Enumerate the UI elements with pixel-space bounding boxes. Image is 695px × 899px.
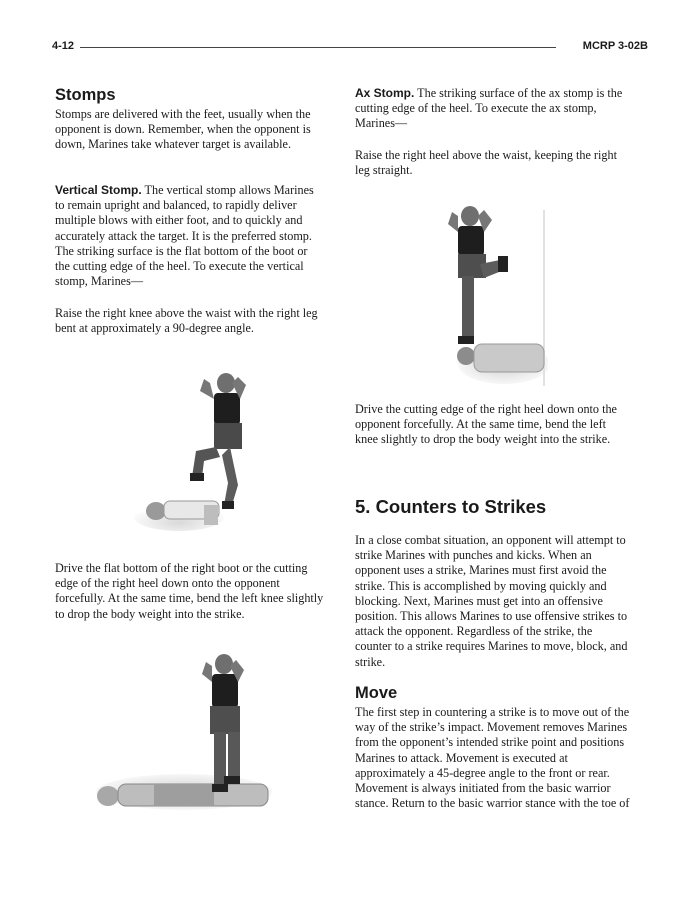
stomps-intro-paragraph: Stomps are delivered with the feet, usually when the opponent is down. Remember, when the opponent is down, Marines take whatever target is available.	[55, 107, 311, 152]
vertical-step-raise: Raise the right knee above the waist with the right leg bent at approximately a 90-degree angle.	[55, 306, 318, 336]
ax-stomp-photo	[436, 196, 548, 392]
stomps-heading: Stomps	[55, 86, 116, 104]
counters-to-strikes-heading: 5. Counters to Strikes	[355, 496, 547, 517]
header-rule	[80, 47, 556, 48]
vertical-stomp-body: The vertical stomp allows Marines to remain upright and balanced, to rapidly deliver multiple blows with either foot, and to quickly and accurately attack the target. It is the preferred stomp. The striking surface is the flat bottom of the boot or the cutting edge of the heel. To execute the vertical stomp, Marines—	[55, 183, 314, 289]
vertical-step-drive: Drive the flat bottom of the right boot or the cutting edge of the right heel down onto the opponent forcefully. At the same time, bend the left knee slightly to drop the body weight into the strike.	[55, 561, 324, 621]
ax-step-raise: Raise the right heel above the waist, keeping the right leg straight.	[355, 148, 617, 178]
counters-paragraph: In a close combat situation, an opponent will attempt to strike Marines with punches and kicks. When an opponent uses a strike, Marines must first avoid the strike. This is accomplished by moving quickly and blocking. Next, Marines must get into an offensive position. This allows Marines to use offensive strikes to attack the opponent. Regardless of the strike, the counter to a strike requires Marines to move, block, and strike.	[355, 533, 628, 669]
page-header	[52, 40, 648, 56]
ax-stomp-title: Ax Stomp.	[355, 86, 415, 100]
ax-stomp-body: The striking surface of the ax stomp is the cutting edge of the heel. To execute the ax stomp, Marines—	[355, 86, 623, 131]
vertical-stomp-drive-photo	[94, 650, 274, 818]
page-number: 4-12	[52, 40, 75, 52]
vertical-stomp-raise-photo	[134, 365, 274, 537]
document-id: MCRP 3-02B	[582, 40, 648, 52]
vertical-stomp-paragraph	[55, 183, 325, 289]
ax-step-drive: Drive the cutting edge of the right heel down onto the opponent forcefully. At the same time, bend the left knee slightly to drop the body weight into the strike.	[355, 402, 617, 447]
ax-stomp-paragraph	[355, 86, 627, 132]
move-heading: Move	[355, 684, 398, 702]
move-paragraph: The first step in countering a strike is to move out of the way of the strike’s impact. Movement removes Marines from the opponent’s intended strike point and positions Marines to attack. Movement is executed at approximately a 45-degree angle to the front or rear. Movement is always initiated from the basic warrior stance. Return to the basic warrior stance with the toe of	[355, 705, 630, 811]
vertical-stomp-title: Vertical Stomp.	[55, 183, 142, 197]
